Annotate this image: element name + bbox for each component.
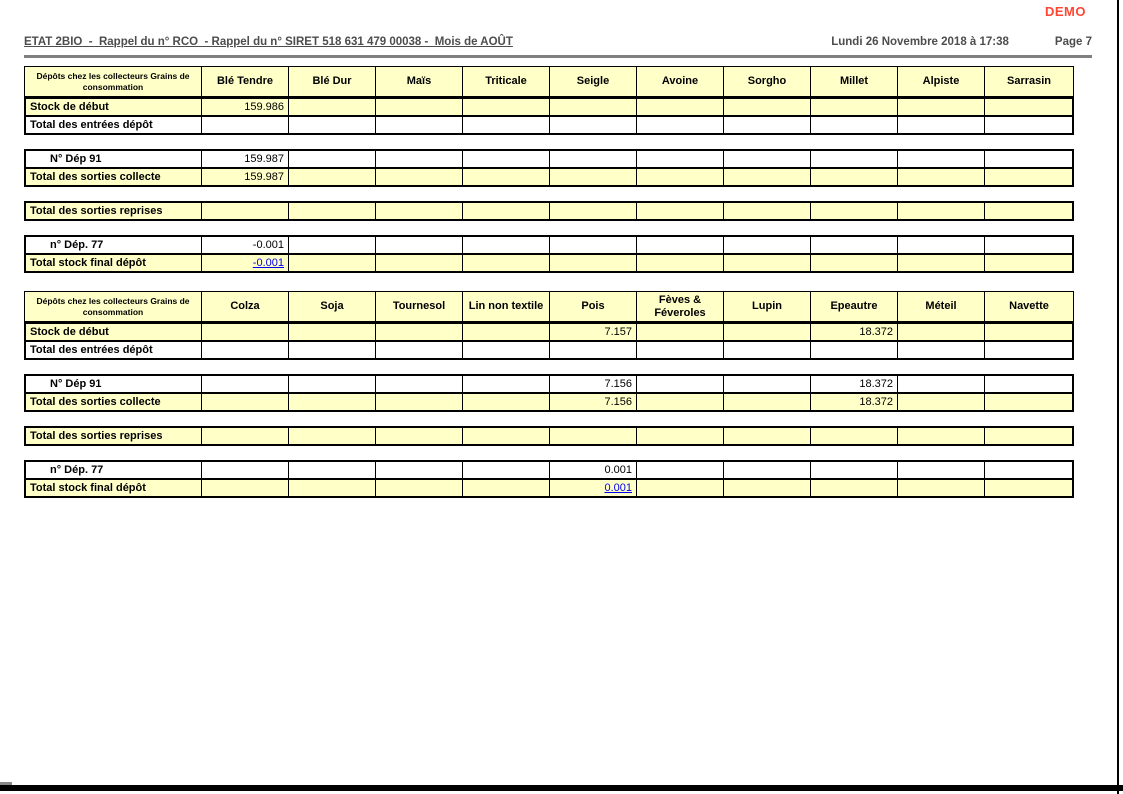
row-label: Total des sorties reprises [26,428,202,444]
row-label: Total des sorties collecte [26,169,202,185]
value-cell [811,203,898,219]
value-cell [724,151,811,167]
column-header: Méteil [898,292,985,321]
value-cell [898,462,985,478]
column-header: Seigle [550,67,637,96]
value-cell [811,462,898,478]
table-row [26,99,1072,115]
column-header: Lupin [724,292,811,321]
value-cell [376,342,463,358]
table-row [26,151,1072,167]
value-cell [289,203,376,219]
column-header: Maïs [376,67,463,96]
value-cell [985,342,1072,358]
value-cell [898,99,985,115]
row-group [24,426,1074,446]
row-label: Total des sorties reprises [26,203,202,219]
total-stock-final-link[interactable]: 0.001 [604,482,632,494]
value-cell [637,117,724,133]
column-header: Navette [985,292,1073,321]
value-cell [463,376,550,392]
value-cell [376,376,463,392]
value-cell [724,428,811,444]
value-cell: 18.372 [811,376,898,392]
value-cell [376,462,463,478]
value-cell [463,117,550,133]
value-cell [811,428,898,444]
table-header-row [24,291,1074,322]
value-cell [985,169,1072,185]
value-cell [985,99,1072,115]
value-cell [637,480,724,496]
value-cell [463,324,550,340]
value-cell [376,151,463,167]
value-cell [463,480,550,496]
corner-header: Dépôts chez les collecteurs Grains de consommation [25,67,202,96]
row-group [24,97,1074,135]
demo-watermark: DEMO [1045,4,1086,19]
value-cell: 7.157 [550,324,637,340]
value-cell [463,462,550,478]
value-cell: 7.156 [550,376,637,392]
value-cell [637,428,724,444]
value-cell: 18.372 [811,394,898,410]
value-cell [289,255,376,271]
value-cell [985,480,1072,496]
value-cell [898,117,985,133]
column-header: Fèves & Féveroles [637,292,724,321]
row-label: n° Dép. 77 [26,237,202,253]
value-cell [202,394,289,410]
table-row [26,392,1072,410]
value-cell [898,376,985,392]
value-cell [289,428,376,444]
value-cell [724,342,811,358]
value-cell [550,203,637,219]
depot-table-cereales [24,66,1074,273]
value-cell [202,480,289,496]
row-group [24,374,1074,412]
row-group [24,149,1074,187]
value-cell [289,151,376,167]
value-cell [550,237,637,253]
row-group [24,201,1074,221]
column-header: Triticale [463,67,550,96]
report-content [24,0,1092,498]
value-cell [550,428,637,444]
corner-header: Dépôts chez les collecteurs Grains de consommation [25,292,202,321]
value-cell [376,169,463,185]
value-cell [637,376,724,392]
value-cell [550,342,637,358]
value-cell: 18.372 [811,324,898,340]
row-label: N° Dép 91 [26,151,202,167]
value-cell [202,117,289,133]
value-cell [463,169,550,185]
value-cell [985,394,1072,410]
row-label: Total stock final dépôt [26,255,202,271]
value-cell [463,237,550,253]
value-cell [811,342,898,358]
table-row [26,253,1072,271]
value-cell [289,480,376,496]
value-cell: 159.987 [202,169,289,185]
value-cell [637,324,724,340]
column-header: Soja [289,292,376,321]
value-cell [898,394,985,410]
value-cell: 0.001 [550,462,637,478]
value-cell [811,151,898,167]
row-group [24,235,1074,273]
value-cell [463,203,550,219]
value-cell [289,342,376,358]
table-row [26,462,1072,478]
value-cell [376,99,463,115]
table-row [26,478,1072,496]
report-datetime: Lundi 26 Novembre 2018 à 17:38 [831,36,1009,48]
page-bottom-border [0,785,1123,791]
value-cell [898,237,985,253]
value-cell [637,99,724,115]
value-cell [811,99,898,115]
row-group [24,322,1074,360]
value-cell [550,99,637,115]
value-cell [637,342,724,358]
value-cell [898,480,985,496]
value-cell [724,117,811,133]
table-row [26,237,1072,253]
value-cell [376,237,463,253]
column-header: Sorgho [724,67,811,96]
value-cell [985,237,1072,253]
value-cell [376,480,463,496]
column-header: Lin non textile [463,292,550,321]
value-cell [985,324,1072,340]
depot-table-oleoproteagineux [24,291,1074,498]
value-cell [724,203,811,219]
value-cell [289,237,376,253]
column-header: Pois [550,292,637,321]
column-header: Millet [811,67,898,96]
value-cell [550,151,637,167]
value-cell [202,376,289,392]
column-header: Colza [202,292,289,321]
value-cell: -0.001 [202,237,289,253]
column-header: Sarrasin [985,67,1073,96]
column-header: Epeautre [811,292,898,321]
value-cell [463,99,550,115]
value-cell: 159.986 [202,99,289,115]
value-cell [898,342,985,358]
value-cell [376,203,463,219]
value-cell [550,480,637,496]
row-label: Total stock final dépôt [26,480,202,496]
value-cell [724,480,811,496]
value-cell [289,376,376,392]
page-number: Page 7 [1054,36,1092,48]
value-cell [376,255,463,271]
value-cell [811,480,898,496]
value-cell [898,324,985,340]
value-cell [637,203,724,219]
column-header: Alpiste [898,67,985,96]
value-cell [376,394,463,410]
report-title: ETAT 2BIO - Rappel du n° RCO - Rappel du n° SIRET 518 631 479 00038 - Mois de AOÛT [24,36,513,48]
value-cell [637,237,724,253]
page-right-border [1117,0,1119,794]
value-cell: 7.156 [550,394,637,410]
value-cell [376,324,463,340]
value-cell [811,237,898,253]
column-header: Blé Tendre [202,67,289,96]
value-cell [637,462,724,478]
value-cell [637,255,724,271]
value-cell [202,428,289,444]
value-cell [724,99,811,115]
value-cell [985,428,1072,444]
value-cell [898,428,985,444]
value-cell [724,169,811,185]
value-cell [724,394,811,410]
value-cell [637,169,724,185]
value-cell [724,376,811,392]
report-header [24,36,1092,48]
value-cell [202,324,289,340]
value-cell: 159.987 [202,151,289,167]
row-label: Total des sorties collecte [26,394,202,410]
row-label: Stock de début [26,99,202,115]
total-stock-final-link[interactable]: -0.001 [252,257,284,269]
value-cell [289,394,376,410]
value-cell [985,255,1072,271]
row-label: Total des entrées dépôt [26,342,202,358]
value-cell [985,462,1072,478]
table-row [26,167,1072,185]
value-cell [202,203,289,219]
value-cell [376,117,463,133]
column-header: Avoine [637,67,724,96]
value-cell [985,203,1072,219]
table-row [26,340,1072,358]
value-cell [202,462,289,478]
value-cell [898,255,985,271]
value-cell [985,117,1072,133]
table-row [26,203,1072,219]
value-cell [463,151,550,167]
value-cell [463,342,550,358]
value-cell [550,169,637,185]
value-cell [463,428,550,444]
header-rule [24,55,1092,58]
value-cell [985,151,1072,167]
value-cell [898,203,985,219]
value-cell [463,394,550,410]
row-label: Stock de début [26,324,202,340]
value-cell [289,117,376,133]
value-cell [289,462,376,478]
value-cell [463,255,550,271]
value-cell [898,169,985,185]
value-cell [724,324,811,340]
value-cell [637,151,724,167]
row-label: Total des entrées dépôt [26,117,202,133]
table-row [26,428,1072,444]
row-group [24,460,1074,498]
value-cell [289,99,376,115]
table-header-row [24,66,1074,97]
value-cell [898,151,985,167]
value-cell [724,237,811,253]
row-label: N° Dép 91 [26,376,202,392]
value-cell [811,255,898,271]
value-cell [550,255,637,271]
value-cell [724,255,811,271]
value-cell [202,342,289,358]
column-header: Tournesol [376,292,463,321]
value-cell [724,462,811,478]
value-cell [985,376,1072,392]
row-label: n° Dép. 77 [26,462,202,478]
value-cell [637,394,724,410]
value-cell [289,324,376,340]
value-cell [376,428,463,444]
table-row [26,115,1072,133]
table-row [26,324,1072,340]
value-cell [202,255,289,271]
value-cell [811,169,898,185]
column-header: Blé Dur [289,67,376,96]
value-cell [550,117,637,133]
value-cell [811,117,898,133]
value-cell [289,169,376,185]
table-row [26,376,1072,392]
